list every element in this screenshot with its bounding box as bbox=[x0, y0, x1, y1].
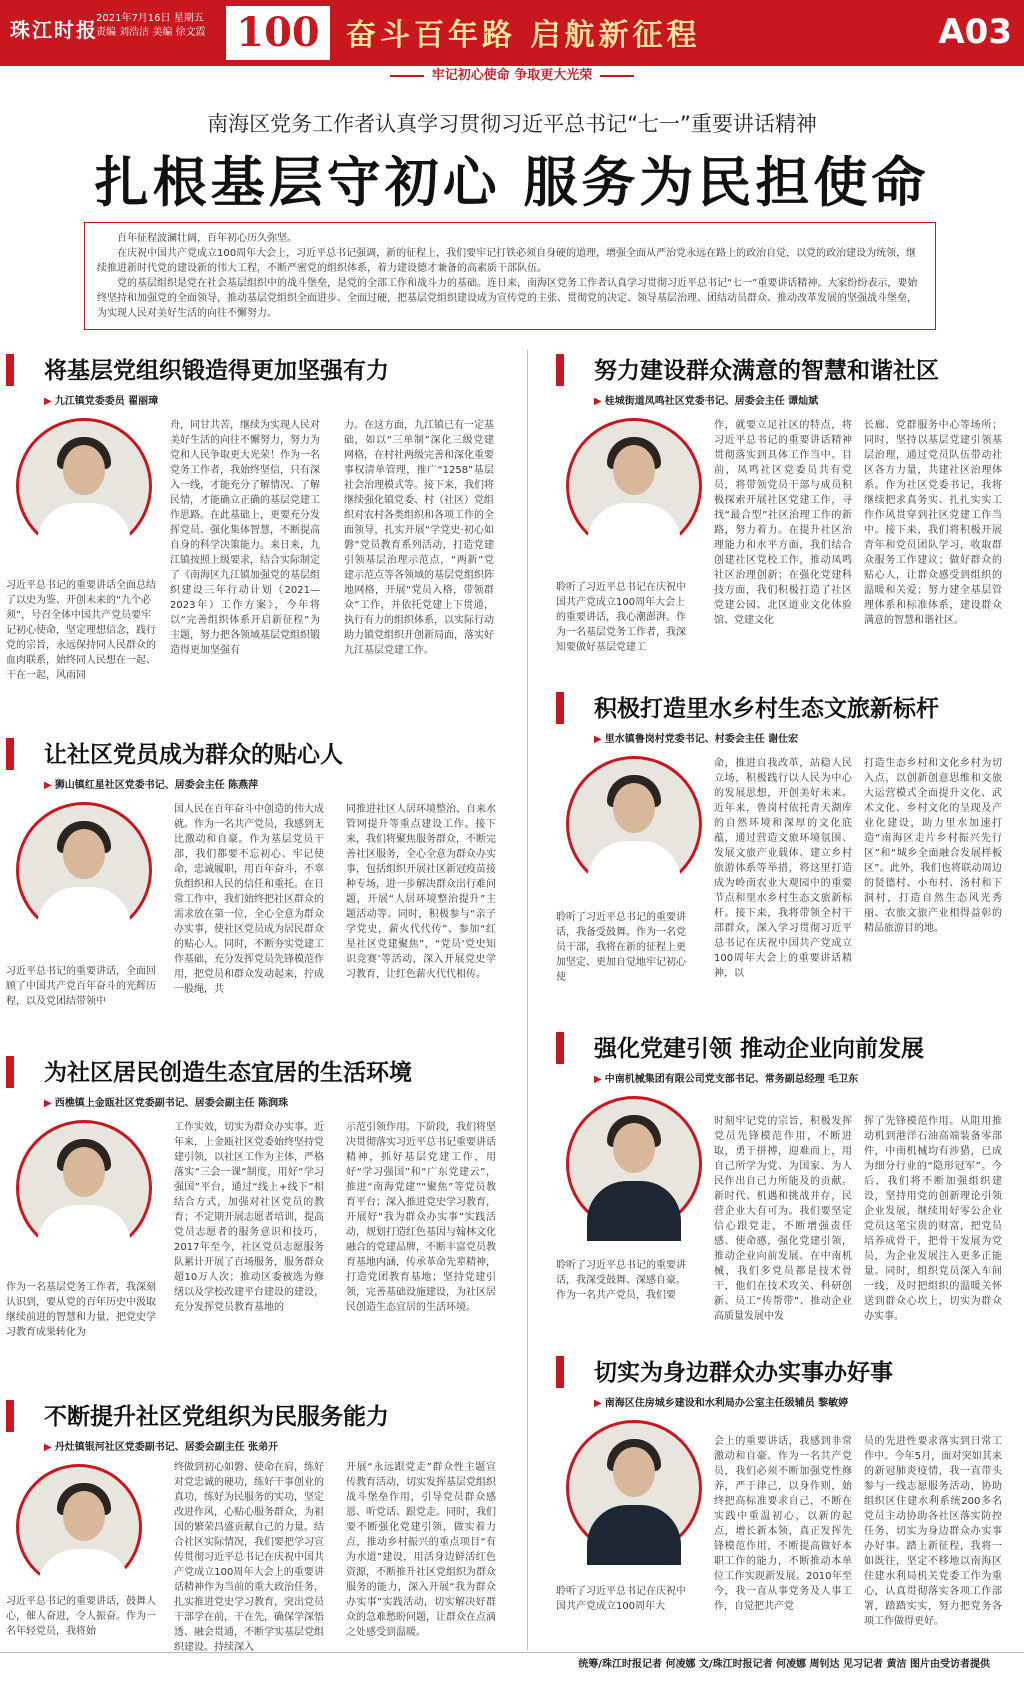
portrait-photo bbox=[566, 1096, 702, 1232]
page-headline: 扎根基层守初心 服务为民担使命 bbox=[94, 151, 930, 214]
page-editors: 责编 刘浩洁 美编 徐文霞 bbox=[96, 27, 206, 38]
portrait-photo bbox=[566, 756, 702, 892]
article-column: 终做到初心如磐、使命在肩，练好对党忠诚的硬功，练好干事创业的真功，练好为民服务的实功，坚定改进作风，心贴心服务群众，为祖国的繁荣昌盛贡献自己的力量。结合社区实际情况，我们要把学习宣传贯彻习近平总书记在庆祝中国共产党成立100周年大会上的重要讲话精神作为当前的重大政治任务，扎实推进党史学习教育，突出党员干部学在前，干在先，确保学深悟透、融会贯通，不断学实基层党组织建设。持续深入 bbox=[174, 1462, 324, 1653]
article-byline: ▶ 中南机械集团有限公司党支部书记、常务副总经理 毛卫东 bbox=[594, 1070, 858, 1085]
title-bar-icon bbox=[6, 1056, 14, 1088]
issue-date: 2021年7月16日 星期五 bbox=[96, 13, 204, 24]
article-column: 时刻牢记党的宗旨，积极发挥党员先锋模范作用，不断进取，勇于拼搏，迎难而上，用自己所学为党、为国家、为人民作出自己力所能及的贡献。新时代、机遇和挑战并存，民营企业大有可为。我们要坚定信心跟党走，不断增强责任感、使命感，强化党建引领，推动企业向前发展。在中南机械，我们多党员都是技术骨干，他们在技术攻关、科研创新、员工“传帮带”、推动企业高质量发展中发 bbox=[714, 1116, 852, 1322]
article-column: 开展“永远跟党走”群众性主题宣传教育活动，切实发挥基层党组织战斗堡垒作用，引导党员群众感恩、听党话、跟党走。同时，我们要不断强化党建引领，做实着力点，推动乡村振兴的重点项目“有为水道”建设，用活身边鲜活红色资源，不断推升社区党组织为群众服务的能力，深入开展“我为群众办实事”实践活动，切实解决好群众的急难愁盼问题，让群众在点滴之处感受到温暖。 bbox=[346, 1462, 496, 1638]
article-byline: ▶ 桂城街道凤鸣社区党委书记、居委会主任 谭灿斌 bbox=[594, 392, 818, 407]
portrait-photo bbox=[16, 1120, 152, 1256]
article-title: 为社区居民创造生态宜居的生活环境 bbox=[44, 1059, 412, 1086]
lead-box bbox=[84, 222, 936, 330]
portrait-photo bbox=[566, 418, 702, 554]
portrait-photo bbox=[566, 1420, 702, 1556]
article-column: 作，就要立足社区的特点，将习近平总书记的重要讲话精神贯彻落实到具体工作当中。目前，凤鸣社区党委员共有党员，将带领党员干部与成员积极探索开展社区党建工作，寻找“最合型”社区治理工作的新路，努力着力。在提升社区治理能力和水平方面，我们结合创建社区党校工作，推动凤鸣社区治理创新；在强化党建科技方面，我们积极打造了社区党建公园、北区道业文化体验馆、党建文化 bbox=[714, 420, 852, 626]
article-caption: 聆听了习近平总书记的重要讲话，我备受鼓舞。作为一名党员干部，我将在新的征程上更加坚定、更加自觉地牢记初心使 bbox=[556, 912, 686, 983]
paper-name: 珠江时报 bbox=[10, 18, 98, 42]
centenary-logo bbox=[226, 6, 330, 60]
article-caption: 作为一名基层党务工作者，我深刻认识到，要从党的百年历史中汲取继续前进的智慧和力量，把党史学习教育成果转化为 bbox=[6, 1282, 156, 1338]
title-bar-icon bbox=[556, 1032, 564, 1064]
article-column: 工作实效，切实为群众办实事。近年来，上金瓯社区党委始终坚持党建引领，以社区工作为主体，严格落实“三会一课”制度，用好“学习强国”平台，通过“线上+线下”相结合方式，加强对社区党员的教育；不定期开展志愿者培训，提高党员志愿者的服务意识和技巧，2017年至今，社区党员志愿服务队累计开展了百场服务，服务群众超10万人次；推动区委被选为修缮以及学校改建平台建设的建设，充分发挥党员教育基地的 bbox=[174, 1122, 324, 1313]
article-title: 将基层党组织锻造得更加坚强有力 bbox=[44, 357, 389, 384]
masthead-date-block bbox=[96, 12, 206, 40]
title-bar-icon bbox=[556, 354, 564, 386]
article-caption: 聆听了习近平总书记在庆祝中国共产党成立100周年大会上的重要讲话，我心潮澎湃。作为一名基层党务工作者，我深知要做好基层党建工 bbox=[556, 582, 686, 653]
article-byline: ▶ 西樵镇上金瓯社区党委副书记、居委会副主任 陈润珠 bbox=[44, 1094, 288, 1109]
kicker: 南海区党务工作者认真学习贯彻习近平总书记“七一”重要讲话精神 bbox=[207, 112, 817, 136]
article-title: 切实为身边群众办实事办好事 bbox=[594, 1359, 893, 1386]
column-divider bbox=[527, 350, 528, 1650]
article-column: 力。在这方面，九江镇已有一定基础，如以“三单制”深化三级党建网格，在村社两级完善和深化重要事权清单管理，推广“1258”基层社会治理模式等。接下来，我们将继续强化镇党委、村（社区）党组织对农村各类组织和各项工作的全面领导，扎实开展“学党史·初心如磐”党员教育系列活动，打造党建引领基层治理示范点，“两新”党建示范点等各领域的基层党组织阵地网格，开展“党员入格，带领群众”工作，并依托党建上下贯通，执行有力的组织体系，以实际行动助力镇党组织开创新局面，落实好九江基层党建工作。 bbox=[344, 420, 494, 656]
article-title: 努力建设群众满意的智慧和谐社区 bbox=[594, 357, 939, 384]
title-bar-icon bbox=[556, 1356, 564, 1388]
sub-slogan: 牢记初心使命 争取更大光荣 bbox=[0, 64, 1024, 83]
article-title: 强化党建引领 推动企业向前发展 bbox=[594, 1035, 925, 1062]
title-bar-icon bbox=[6, 354, 14, 386]
article-column: 员的先进性要求落实到日常工作中。今年5月，面对突如其来的新冠肺炎疫情，我一直带头参与一线志愿服务活动，协助组织区住建水利系统200多名党员主动协助各社区落实防控任务，切实为身边群众办实事办好事。踏上新征程，我将一如既往，坚定不移地以南海区住建水利局机关党委工作为重心，认真贯彻落实各项工作部署，踏踏实实，努力把党务各项工作做得更好。 bbox=[864, 1436, 1002, 1627]
article-byline: ▶ 丹灶镇银河社区党委副书记、居委会副主任 张弟开 bbox=[44, 1438, 278, 1453]
credits-footer: 统筹/珠江时报记者 何凌娜 文/珠江时报记者 何凌娜 周钊达 见习记者 黄洁 图片由受访者提供 bbox=[0, 1652, 1024, 1676]
lead-paragraph: 党的基层组织是党在社会基层组织中的战斗堡垒，是党的全部工作和战斗力的基础。连日来，南海区党务工作者认真学习贯彻习近平总书记“七一”重要讲话精神。大家纷纷表示，要始终坚持和加强党的全面领导，推动基层党组织全面进步、全面过硬，把基层党组织建设成为宣传党的主张、贯彻党的决定、领导基层治理、团结动员群众、推动改革发展的坚强战斗堡垒，为实现人民对美好生活的向往不懈努力。 bbox=[97, 278, 918, 319]
article-column: 打造生态乡村和文化乡村为切入点，以创新创意思维和文旅大运营模式全面提升文化、武术文化、乡村文化的呈现及产业化建设，助力里水加速打造“南海区走片乡村振兴先行区”和“城乡全面融合发展样板区”。此外，我们也将联动周边的贤德村、小布村、汤村和下洞村，打造自然生态风光秀丽、农旅文旅产业相得益彰的精品旅游目的地。 bbox=[864, 758, 1002, 934]
article-caption: 聆听了习近平总书记的重要讲话，我深受鼓舞、深感自豪。作为一名共产党员，我们要 bbox=[556, 1260, 686, 1301]
title-bar-icon bbox=[6, 738, 14, 770]
article-column: 挥了先锋模范作用。从阻用推动机到港洋石油高端装备零部件，中南机械均有涉猎，已成为细分行业的“隐形冠军”。今后，我们将不断加强组织建设，坚持用党的创新理论引领企业发展，继续用好零公企业党员这笔宝贵的财富，把党员培养成骨干，把骨干发展为党员，为企业发展注入更多正能量。同时，组织党员深入车间一线，及时把组织的温暖关怀送到群众心坎上，切实为群众办实事。 bbox=[864, 1116, 1002, 1322]
article-shangjinou bbox=[6, 1054, 518, 1360]
banner-slogan: 奋斗百年路 启航新征程 bbox=[346, 18, 701, 53]
article-caption: 习近平总书记的重要讲话，全面回顾了中国共产党百年奋斗的光辉历程，以及党团结带领中 bbox=[6, 966, 156, 1007]
title-bar-icon bbox=[556, 692, 564, 724]
masthead-banner bbox=[0, 0, 1024, 66]
portrait-photo bbox=[16, 802, 152, 938]
article-jiujiang bbox=[6, 352, 518, 692]
article-caption: 聆听了习近平总书记在庆祝中国共产党成立100周年大 bbox=[556, 1586, 686, 1612]
article-byline: ▶ 狮山镇红星社区党委书记、居委会主任 陈燕萍 bbox=[44, 776, 258, 791]
article-fengming bbox=[556, 352, 1016, 670]
article-caption: 习近平总书记的重要讲话全面总结了以史为鉴、开创未来的“九个必须”，号召全体中国共产党员要牢记初心使命，坚定理想信念，践行党的宗旨，永远保持同人民群众的血肉联系，始终同人民想在一起、干在一起，风雨同 bbox=[6, 580, 156, 681]
article-yinhe bbox=[6, 1398, 518, 1653]
article-column: 长廊、党群服务中心等场所；同时，坚持以基层党建引领基层治理，通过党员队伍带动社区各方力量，共建社区治理体系。作为社区党委书记，我将继续把求真务实、扎扎实实工作作风贯穿到社区党建工作当中。接下来，我们将积极开展青年和党员团队学习，收取群众服务工作建议；做好群众的贴心人，让群众感受到组织的温暖和关爱；努力建全基层管理体系和标准体系，建设群众满意的智慧和谐社区。 bbox=[864, 420, 1002, 626]
article-title: 积极打造里水乡村生态文旅新标杆 bbox=[594, 695, 939, 722]
title-bar-icon bbox=[6, 1400, 14, 1432]
page-number: A03 bbox=[938, 12, 1012, 52]
article-byline: ▶ 南海区住房城乡建设和水利局办公室主任级辅员 黎敏婷 bbox=[594, 1394, 848, 1409]
article-lugang bbox=[556, 690, 1016, 990]
lead-paragraph: 在庆祝中国共产党成立100周年大会上，习近平总书记强调，新的征程上，我们要牢记打铁必须自身硬的道理，增强全面从严治党永远在路上的政治自觉，以党的政治建设为统领，继续推进新时代党的建设新的伟大工程，不断严密党的组织体系，着力建设德才兼备的高素质干部队伍。 bbox=[97, 248, 917, 274]
article-column: 命，推进自我改革，站稳人民立场，积极践行以人民为中心的发展思想，开创美好未来。近年来，鲁岗村依托青天湖库的自然环境和深厚的文化底蕴，通过营造文旅环境氛围、发展文旅产业载体、建立乡村旅游体系等举措，将这里打造成为岭南农业大观园中的重要节点和里水乡村生态文旅新标杆。接下来，我将带领全村干部群众，深入学习贯彻习近平总书记在庆祝中国共产党成立100周年大会上的重要讲话精神，以 bbox=[714, 758, 852, 979]
article-column: 示范引领作用。下阶段，我们将坚决贯彻落实习近平总书记重要讲话精神，抓好基层党建工作，用好“学习强国”和“广东党建云”，推进“南海党建”“聚焦”等党员教育平台；深入推进党史学习教育，开展好“我为群众办实事”实践活动，规划打造红色基因与翰林文化融合的党建品牌，不断丰富党员教育基地内涵，传承革命先辈精神，打造党团教育基地；坚持党建引领，完善基础设施建设，为社区居民创造生态宜居的生活环境。 bbox=[346, 1122, 496, 1313]
article-zhongnan bbox=[556, 1030, 1016, 1330]
article-byline: ▶ 九江镇党委委员 翟丽璋 bbox=[44, 392, 158, 407]
article-caption: 习近平总书记的重要讲话，鼓舞人心，催人奋进，令人振奋。作为一名年轻党员，我将始 bbox=[6, 1596, 156, 1637]
lead-paragraph: 百年征程波澜壮阔，百年初心历久弥坚。 bbox=[117, 233, 297, 244]
portrait-photo bbox=[16, 418, 152, 554]
article-hongxing bbox=[6, 736, 518, 1020]
article-column: 舟，同甘共苦，继续为实现人民对美好生活的向往不懈努力，努力为党和人民争取更大光荣！作为一名党务工作者，我始终坚信，只有深入一线，才能充分了解情况、了解民情，才能确立正确的基层党建工作思路。在此基础上，更要充分发挥党员、强化集体智慧，不断提高自身的科学决策能力。来日来，九江镇按照上级要求，结合实际制定了《南海区九江镇加强党的基层组织建设三年行动计划（2021—2023年）工作方案》，今年将以“完善组织体系开启新征程”为主题，努力把各领域基层党组织锻造得更加坚强有 bbox=[170, 420, 320, 656]
article-column: 同推进社区人居环境整治、自来水管网提升等重点建设工作。接下来，我们将聚焦服务群众，不断完善社区服务，全心全意为群众办实事，包括组织开展社区新冠疫苗接种专场，进一步解决群众出行难问题，开展“人居环境整治提升”主题活动等。同时，积极参与“亲子学党史，薪火代代传”、参加“红星社区党建聚焦”，“党员‘党史知识竞赛’等活动，深入开展党史学习教育，让红色薪火代代相传。 bbox=[346, 804, 496, 980]
article-title: 不断提升社区党组织为民服务能力 bbox=[44, 1403, 389, 1430]
portrait-photo bbox=[16, 1464, 142, 1590]
article-byline: ▶ 里水镇鲁岗村党委书记、村委会主任 谢仕宏 bbox=[594, 730, 798, 745]
article-column: 国人民在百年奋斗中创造的伟大成就。作为一名共产党员，我感到无比激动和自豪。作为基层党员干部，我们都要不忘初心、牢记使命，忠诚履职，用百年奋斗，不辜负组织和人民的信任和重托。在日常工作中，我们始终把社区群众的需求放在第一位，全心全意为群众办实事，使社区党员成为居民群众的贴心人。同时，不断夯实党建工作基础，充分发挥党员先锋模范作用，把党员和群众发动起来，拧成一股绳，共 bbox=[174, 804, 324, 995]
centenary-logo-number: 100 bbox=[236, 9, 320, 56]
article-zhujian bbox=[556, 1354, 1016, 1648]
article-column: 会上的重要讲话，我感到非常激动和自豪。作为一名共产党员，我们必须不断加强党性修养，严于律己，以身作则，始终把高标准要求自己，不断在实践中重温初心，以新的起点，增长新本领，真正发挥先锋模范作用，不断提高做好本职工作的能力，不断推动本单位工作实现新发展。2010年至今，我一直从事党务及人事工作，自觉把共产党 bbox=[714, 1436, 852, 1612]
article-title: 让社区党员成为群众的贴心人 bbox=[44, 741, 343, 768]
